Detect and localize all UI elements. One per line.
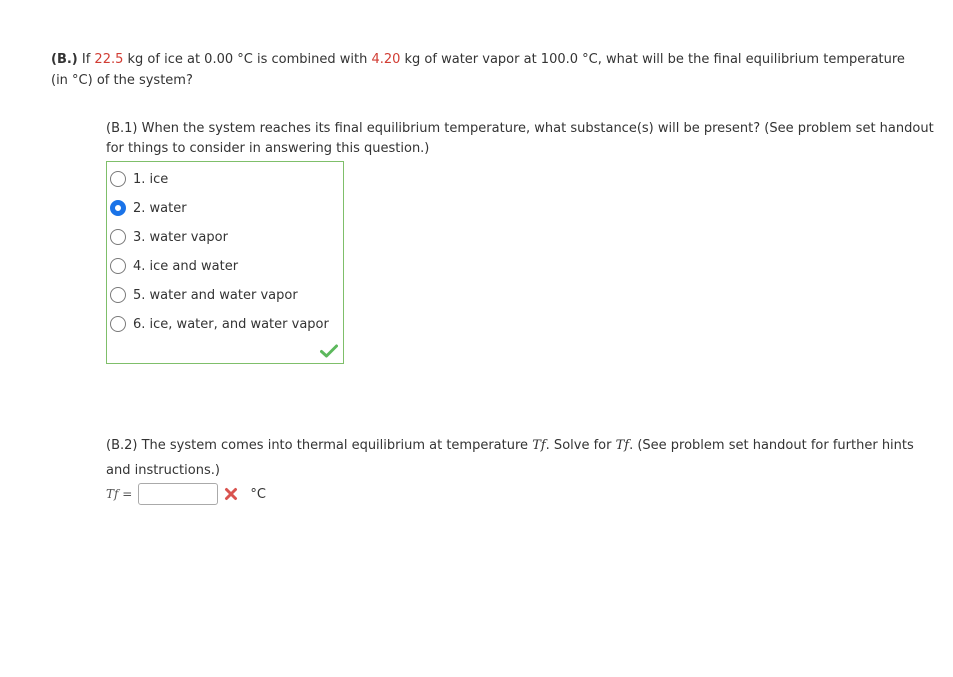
choice-ice-and-water[interactable] [110,255,238,277]
choice-label: 4. ice and water [133,258,239,274]
choice-ice-water-vapor[interactable] [110,313,329,335]
answer-label: Tf = [106,487,133,501]
choice-label: 2. water [133,200,187,216]
tf-variable: Tf [532,438,546,453]
radio-button[interactable] [110,171,126,187]
choice-label: 5. water and water vapor [133,287,298,303]
part-label: (B.) [51,52,78,67]
choice-water-and-vapor[interactable] [110,284,298,306]
subquestion-b2-prompt: (B.2) The system comes into thermal equilibrium at temperature Tf. Solve for Tf. (See problem set handout for further hints and instructions.) [106,438,914,478]
answer-row [106,482,266,506]
choice-label: 6. ice, water, and water vapor [133,316,329,332]
radio-button[interactable] [110,258,126,274]
tf-answer-input[interactable] [138,483,218,505]
ice-mass-value: 22.5 [94,52,124,67]
radio-button[interactable] [110,287,126,303]
vapor-mass-value: 4.20 [371,52,401,67]
x-icon [224,487,238,501]
question-text: (B.) If 22.5 kg of ice at 0.00 °C is combined with 4.20 kg of water vapor at 100.0 °C, what will be the final equilibrium temperature (in °C) of the system? [51,52,905,88]
radio-button[interactable] [110,229,126,245]
choice-water-vapor[interactable] [110,226,228,248]
choice-water[interactable] [110,197,187,219]
choice-list [106,161,344,364]
choice-ice[interactable] [110,168,168,190]
subquestion-b1-prompt: (B.1) When the system reaches its final equilibrium temperature, what substance(s) will be present? (See problem set handout for things to consider in answering this question.) [106,121,934,156]
choice-label: 1. ice [133,171,169,187]
tf-variable: Tf [615,438,630,453]
check-icon [320,344,338,358]
choice-label: 3. water vapor [133,229,228,245]
unit-label: °C [250,486,266,502]
radio-button[interactable] [110,316,126,332]
radio-button-selected[interactable] [110,200,126,216]
